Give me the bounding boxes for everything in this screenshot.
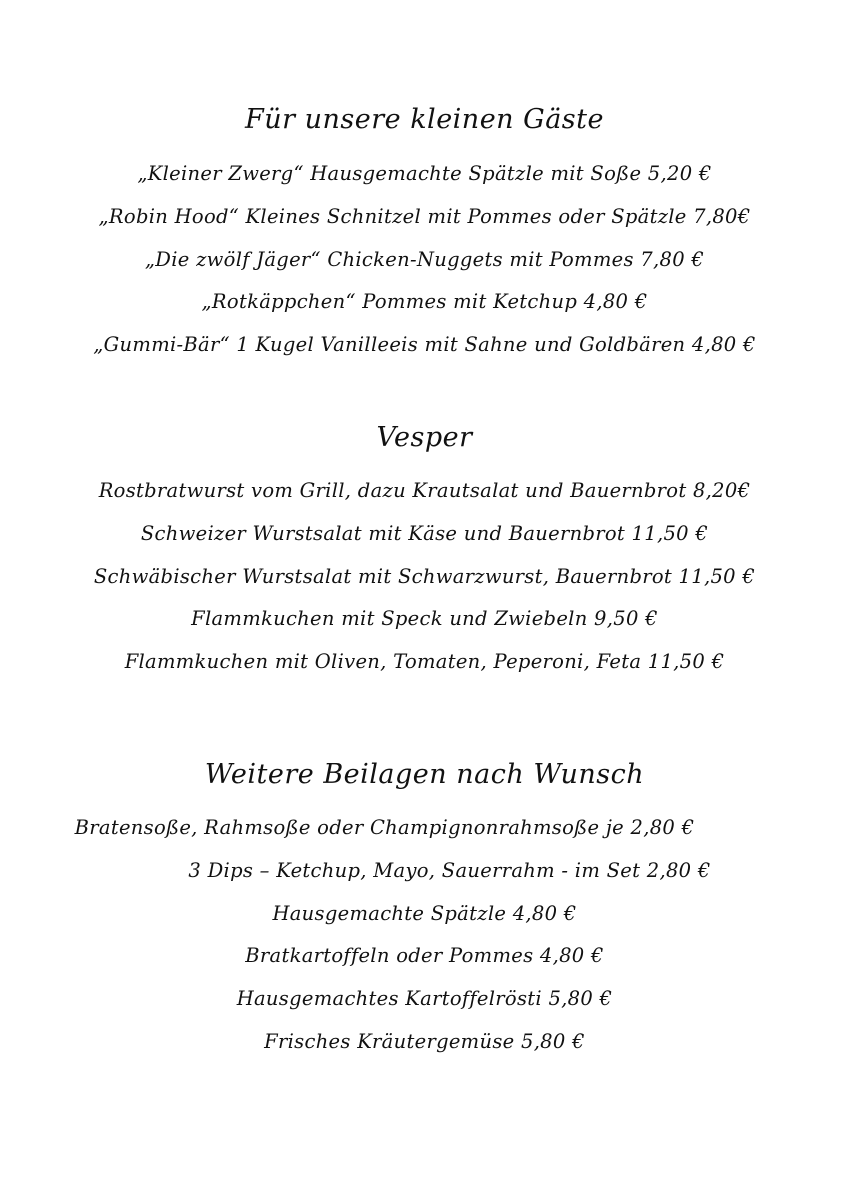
menu-item: „Die zwölf Jäger“ Chicken-Nuggets mit Pommes 7,80 €	[144, 248, 705, 271]
menu-item: „Robin Hood“ Kleines Schnitzel mit Pommes oder Spätzle 7,80€	[98, 205, 751, 228]
menu-item: Hausgemachtes Kartoffelrösti 5,80 €	[236, 987, 613, 1010]
menu-item: Bratkartoffeln oder Pommes 4,80 €	[245, 944, 604, 967]
menu-item: Flammkuchen mit Speck und Zwiebeln 9,50 €	[191, 607, 658, 630]
section-heading: Für unsere kleinen Gäste	[245, 104, 604, 135]
section-heading: Vesper	[376, 422, 473, 453]
menu-item: Schweizer Wurstsalat mit Käse und Bauernbrot 11,50 €	[140, 522, 709, 545]
menu-item: Rostbratwurst vom Grill, dazu Krautsalat und Bauernbrot 8,20€	[98, 479, 751, 502]
menu-item: Frisches Kräutergemüse 5,80 €	[264, 1030, 585, 1053]
menu-item: „Gummi-Bär“ 1 Kugel Vanilleeis mit Sahne und Goldbären 4,80 €	[93, 333, 756, 356]
menu-item: 3 Dips – Ketchup, Mayo, Sauerrahm - im Set 2,80 €	[188, 859, 711, 882]
menu-item: „Kleiner Zwerg“ Hausgemachte Spätzle mit Soße 5,20 €	[137, 162, 712, 185]
menu-item: Schwäbischer Wurstsalat mit Schwarzwurst, Bauernbrot 11,50 €	[93, 565, 756, 588]
menu-item: Flammkuchen mit Oliven, Tomaten, Peperoni, Feta 11,50 €	[124, 650, 725, 673]
menu-item: „Rotkäppchen“ Pommes mit Ketchup 4,80 €	[201, 290, 648, 313]
menu-item: Bratensoße, Rahmsoße oder Champignonrahmsoße je 2,80 €	[74, 816, 695, 839]
menu-item: Hausgemachte Spätzle 4,80 €	[272, 902, 577, 925]
section-heading: Weitere Beilagen nach Wunsch	[204, 759, 645, 790]
